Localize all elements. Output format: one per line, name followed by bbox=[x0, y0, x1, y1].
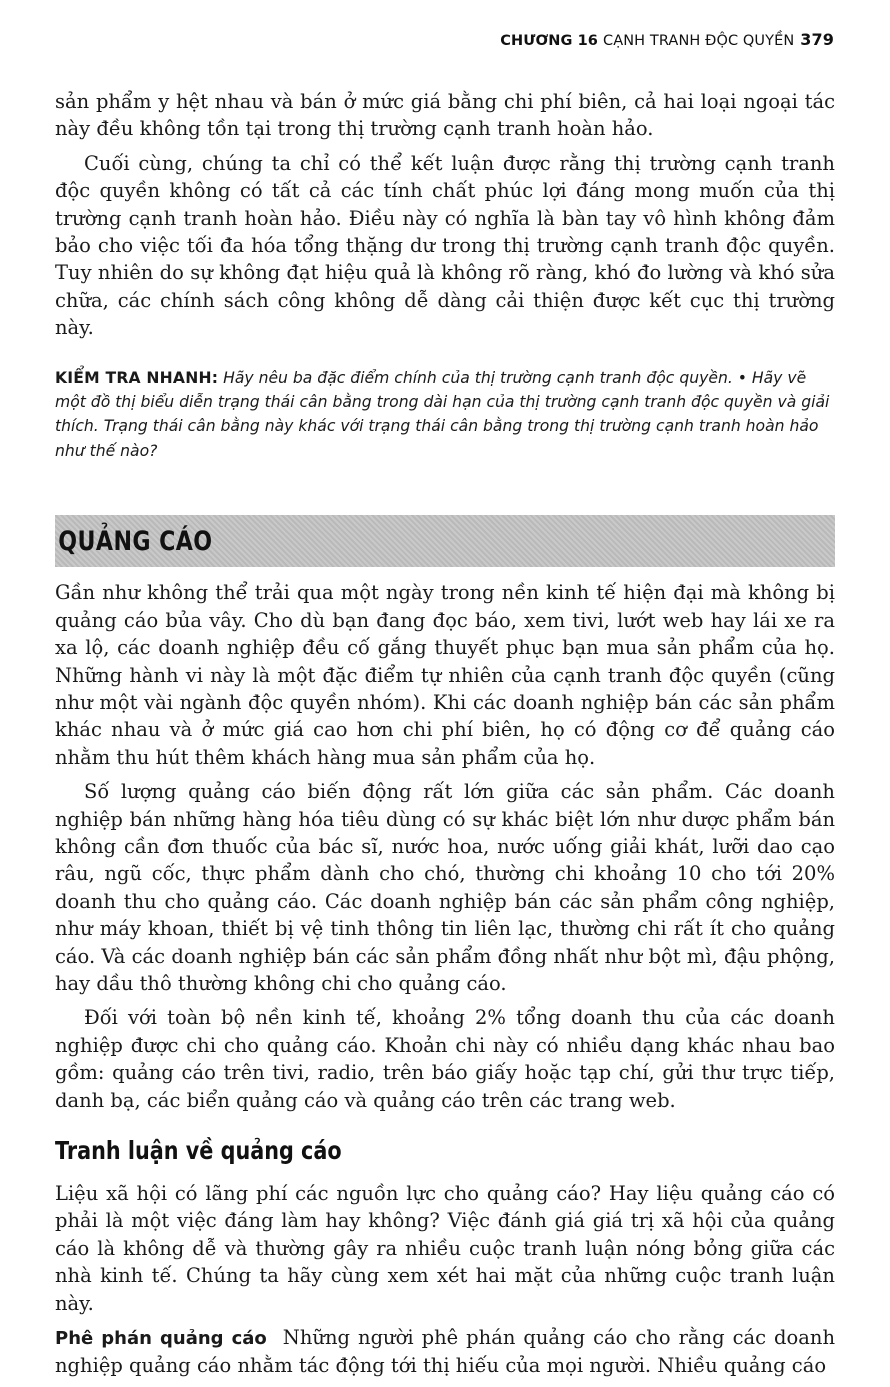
section-title: QUẢNG CÁO bbox=[58, 525, 213, 557]
quick-check-label: KIỂM TRA NHANH: bbox=[55, 368, 219, 387]
quick-check-text: Hãy nêu ba đặc điểm chính của thị trường cạnh tranh độc quyền. • Hãy vẽ một đồ thị biểu diễn trạng thái cân bằng trong dài hạn của thị trường cạnh tranh độc quyền và giải thích. Trạng thái cân bằng này khác với trạng thái cân bằng trong thị trường cạnh tranh hoàn hảo như thế nào? bbox=[55, 368, 830, 460]
paragraph-conclusion: Cuối cùng, chúng ta chỉ có thể kết luận được rằng thị trường cạnh tranh độc quyền không có tất cả các tính chất phúc lợi đáng mong muốn của thị trường cạnh tranh hoàn hảo. Điều này có nghĩa là bàn tay vô hình không đảm bảo cho việc tối đa hóa tổng thặng dư trong thị trường cạnh tranh độc quyền. Tuy nhiên do sự không đạt hiệu quả là không rõ ràng, khó đo lường và khó sửa chữa, các chính sách công không dễ dàng cải thiện được kết cục thị trường này. bbox=[55, 151, 835, 340]
page-number: 379 bbox=[800, 30, 834, 49]
critique-text: Những người phê phán quảng cáo cho rằng các doanh nghiệp quảng cáo nhằm tác động tới thị hiếu của mọi người. Nhiều quảng cáo bbox=[55, 1326, 835, 1378]
paragraph-continuation: sản phẩm y hệt nhau và bán ở mức giá bằng chi phí biên, cả hai loại ngoại tác này đều không tồn tại trong thị trường cạnh tranh hoàn hảo. bbox=[55, 90, 835, 141]
critique-paragraph bbox=[55, 1324, 835, 1380]
quick-check-box bbox=[55, 366, 835, 464]
section-heading-bar bbox=[55, 515, 835, 567]
running-header bbox=[500, 30, 834, 49]
chapter-label: CHƯƠNG 16 bbox=[500, 33, 598, 49]
critique-run-in-heading: Phê phán quảng cáo bbox=[55, 1328, 267, 1350]
page-content bbox=[55, 88, 835, 1380]
section-paragraph: Số lượng quảng cáo biến động rất lớn giữa các sản phẩm. Các doanh nghiệp bán những hàng hóa tiêu dùng có sự khác biệt lớn như dược phẩm bán không cần đơn thuốc của bác sĩ, nước hoa, nước uống giải khát, lưỡi dao cạo râu, ngũ cốc, thực phẩm dành cho chó, thường chi khoảng 10 cho tới 20% doanh thu cho quảng cáo. Các doanh nghiệp bán các sản phẩm công nghiệp, như máy khoan, thiết bị vệ tinh thông tin liên lạc, thường chi rất ít cho quảng cáo. Và các doanh nghiệp bán các sản phẩm đồng nhất như bột mì, đậu phộng, hay dầu thô thường không chi cho quảng cáo. bbox=[55, 780, 835, 995]
subsection-title: Tranh luận về quảng cáo bbox=[55, 1136, 342, 1165]
section-paragraph: Đối với toàn bộ nền kinh tế, khoảng 2% tổng doanh thu của các doanh nghiệp được chi cho quảng cáo. Khoản chi này có nhiều dạng khác nhau bao gồm: quảng cáo trên tivi, radio, trên báo giấy hoặc tạp chí, gửi thư trực tiếp, danh bạ, các biển quảng cáo và quảng cáo trên các trang web. bbox=[55, 1006, 835, 1112]
section-paragraph: Gần như không thể trải qua một ngày trong nền kinh tế hiện đại mà không bị quảng cáo bủa vây. Cho dù bạn đang đọc báo, xem tivi, lướt web hay lái xe ra xa lộ, các doanh nghiệp đều cố gắng thuyết phục bạn mua sản phẩm của họ. Những hành vi này là một đặc điểm tự nhiên của cạnh tranh độc quyền (cũng như một vài ngành độc quyền nhóm). Khi các doanh nghiệp bán các sản phẩm khác nhau và ở mức giá cao hơn chi phí biên, họ có động cơ để quảng cáo nhằm thu hút thêm khách hàng mua sản phẩm của họ. bbox=[55, 581, 835, 769]
chapter-title: CẠNH TRANH ĐỘC QUYỀN bbox=[602, 33, 795, 49]
subsection-paragraph: Liệu xã hội có lãng phí các nguồn lực cho quảng cáo? Hay liệu quảng cáo có phải là một việc đáng làm hay không? Việc đánh giá giá trị xã hội của quảng cáo là không dễ và thường gây ra nhiều cuộc tranh luận nóng bỏng giữa các nhà kinh tế. Chúng ta hãy cùng xem xét hai mặt của những cuộc tranh luận này. bbox=[55, 1182, 835, 1315]
